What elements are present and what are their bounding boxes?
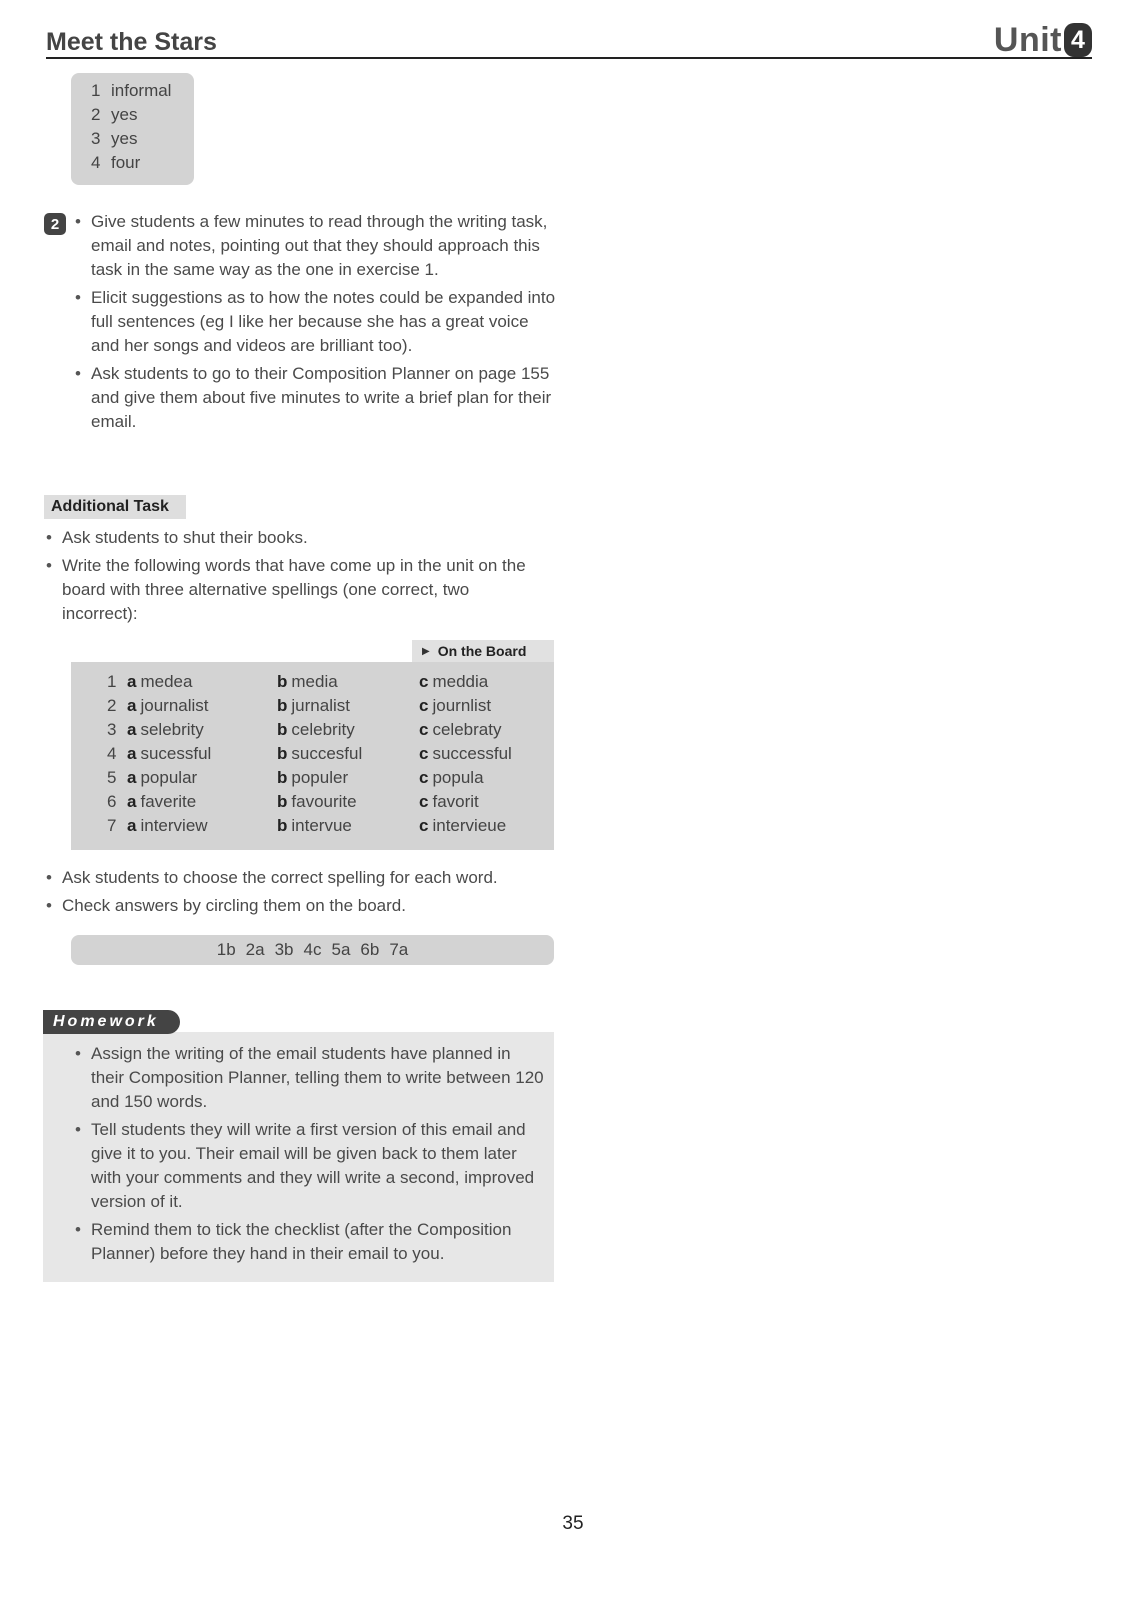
answer-item: 1 informal [91, 81, 172, 100]
table-row: 7 a interview b intervue c intervieue [107, 816, 507, 835]
table-row: 2 a journalist b jurnalist c journlist [107, 696, 492, 715]
page-number: 35 [562, 1513, 584, 1534]
answer-key-item: 7a [389, 940, 409, 959]
table-row: 6 a faverite b favourite c favorit [107, 792, 479, 811]
table-row: 5 a popular b populer c popula [107, 768, 484, 787]
unit-label [994, 20, 1092, 60]
table-row: 3 a selebrity b celebrity c celebraty [107, 720, 502, 739]
list-item: • Elicit suggestions as to how the notes could be expanded into full sentences (eg I like her because she has a great voice and her songs and videos are brilliant too). [91, 286, 556, 358]
additional-task-heading: Additional Task [44, 495, 186, 519]
homework-instructions [91, 1042, 546, 1270]
table-row: 1 a medea b media c meddia [107, 672, 489, 691]
answer-key-item: 6b [360, 940, 380, 959]
list-item: • Tell students they will write a first version of this email and give it to you. Their email will be given back to them later with your comments and they will write a second, improved version of it. [91, 1118, 546, 1214]
on-the-board-label: On the Board [437, 643, 527, 659]
list-item: • Ask students to choose the correct spelling for each word. [62, 866, 542, 890]
chapter-title: Meet the Stars [46, 28, 217, 56]
unit-number-badge: 4 [1064, 23, 1092, 57]
list-item: • Write the following words that have come up in the unit on the board with three alternative spellings (one correct, two incorrect): [62, 554, 542, 626]
unit-word: Unit [993, 20, 1062, 59]
list-item: • Give students a few minutes to read through the writing task, email and notes, pointing out that they should approach this task in the same way as the one in exercise 1. [91, 210, 556, 282]
list-item: • Ask students to shut their books. [62, 526, 542, 550]
spelling-table [107, 670, 512, 838]
answer-key-item: 4c [303, 940, 322, 959]
list-item: • Remind them to tick the checklist (after the Composition Planner) before they hand in their email to you. [91, 1218, 546, 1266]
answer-box-exercise-1 [71, 73, 194, 185]
list-item: • Assign the writing of the email students have planned in their Composition Planner, telling them to write between 120 and 150 words. [91, 1042, 546, 1114]
list-item: • Ask students to go to their Composition Planner on page 155 and give them about five minutes to write a brief plan for their email. [91, 362, 556, 434]
exercise-number-badge: 2 [44, 213, 66, 235]
checking-instructions [62, 866, 542, 922]
exercise-2-instructions [91, 210, 556, 438]
spelling-board [71, 662, 554, 850]
answer-item: 4 four [91, 153, 141, 172]
answer-item: 2 yes [91, 105, 138, 124]
header-divider [46, 57, 1092, 59]
answer-key-item: 1b [216, 940, 236, 959]
additional-task-instructions [62, 526, 542, 630]
answer-key-item: 5a [331, 940, 351, 959]
answer-list [71, 73, 194, 175]
answer-item: 3 yes [91, 129, 138, 148]
homework-heading: Homework [43, 1010, 180, 1034]
answer-key-bar [71, 935, 554, 965]
play-arrow-icon: ▶ [422, 645, 430, 657]
on-the-board-tab [412, 640, 554, 662]
answer-key-item: 2a [245, 940, 265, 959]
list-item: • Check answers by circling them on the board. [62, 894, 542, 918]
answer-key-item: 3b [274, 940, 294, 959]
table-row: 4 a sucessful b succesful c successful [107, 744, 512, 763]
